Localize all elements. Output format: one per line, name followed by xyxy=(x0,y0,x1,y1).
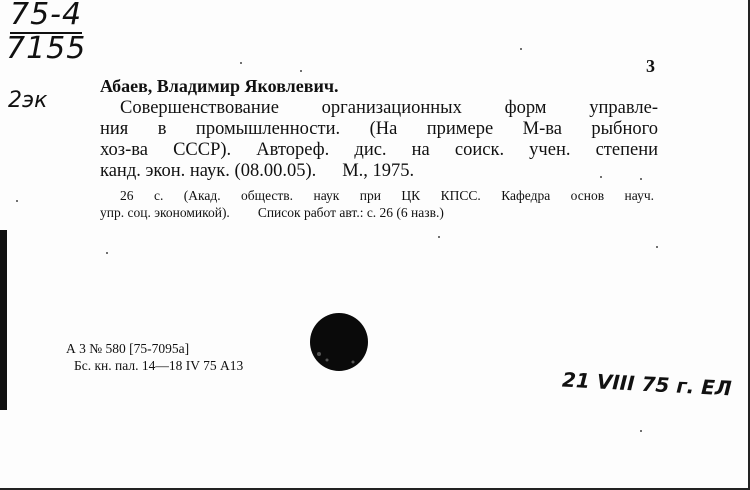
speck xyxy=(600,176,602,178)
card-left-edge xyxy=(0,230,7,410)
speck xyxy=(300,70,302,72)
speck xyxy=(240,62,242,64)
punch-hole-icon xyxy=(309,312,369,372)
speck xyxy=(640,430,642,432)
bottom-handwritten-note: 21 VIII 75 г. ЕЛ xyxy=(561,367,733,401)
code-line: А 3 № 580 [75-7095а] xyxy=(66,341,190,356)
shelfmark-bottom: 7155 xyxy=(6,31,87,66)
title-block xyxy=(100,98,658,182)
notes-line xyxy=(100,204,654,221)
author-heading: Абаев, Владимир Яковлевич. xyxy=(100,76,339,96)
notes-series: упр. соц. экономикой). xyxy=(100,205,230,220)
title-line: ния в промышленности. (На примере М-ва рыбного xyxy=(100,119,658,139)
notes-block xyxy=(100,187,654,221)
speck xyxy=(16,200,18,202)
speck xyxy=(520,48,522,50)
card-number: 3 xyxy=(646,56,655,76)
notes-line: 26 с. (Акад. обществ. наук при ЦК КПСС. Кафедра основ науч. xyxy=(120,188,654,203)
margin-note: 2эк xyxy=(8,88,48,113)
title-line: хоз-ва СССР). Автореф. дис. на соиск. учен. степени xyxy=(100,140,658,160)
title-line: Совершенствование организационных форм управле- xyxy=(120,98,658,118)
code-line: Бс. кн. пал. 14—18 IV 75 А13 xyxy=(74,358,244,373)
imprint-text: М., 1975. xyxy=(342,161,415,181)
speck xyxy=(106,252,108,254)
degree-text: канд. экон. наук. (08.00.05). xyxy=(100,161,317,181)
title-last-line xyxy=(100,161,658,182)
speck xyxy=(438,236,440,238)
speck xyxy=(640,178,642,180)
speck xyxy=(656,246,658,248)
shelfmark-top: 75-4 xyxy=(10,0,83,32)
codes-block xyxy=(66,340,243,374)
notes-bibliography: Список работ авт.: с. 26 (6 назв.) xyxy=(257,205,444,220)
